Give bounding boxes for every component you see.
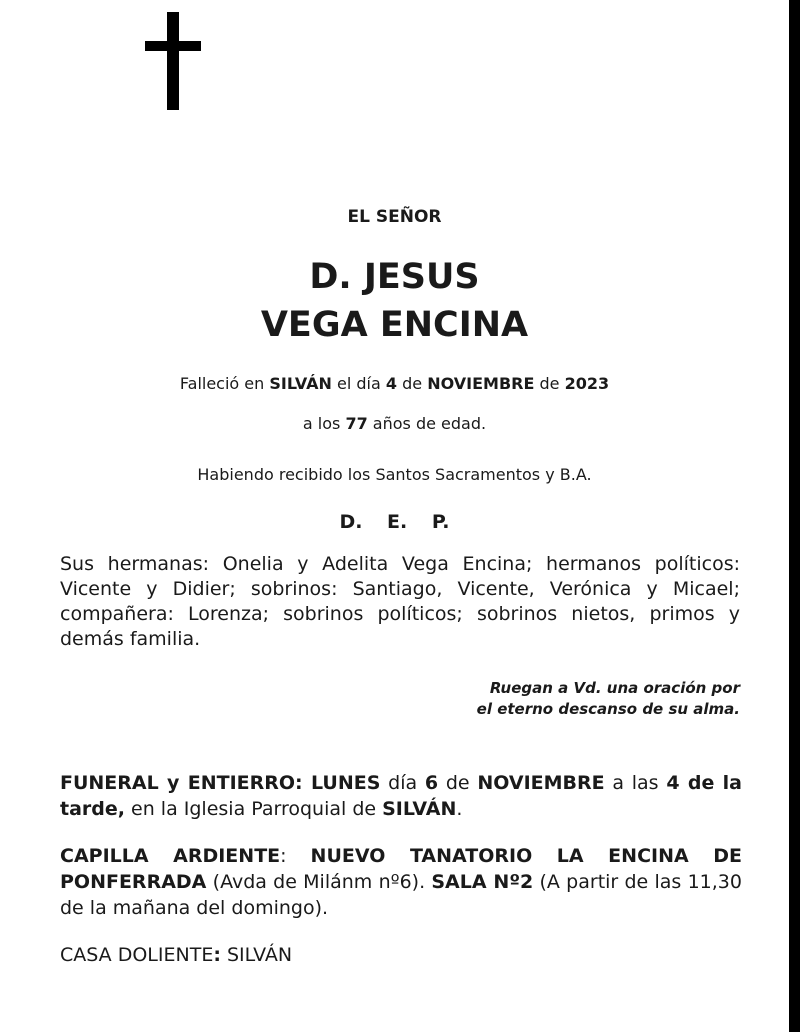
prayer-line-1: Ruegan a Vd. una oración por — [489, 679, 740, 697]
name-line-1: D. JESUS — [309, 257, 480, 297]
chapel-info: CAPILLA ARDIENTE: NUEVO TANATORIO LA ENCINA DE PONFERRADA (Avda de Milánm nº6). SALA Nº2 (A partir de las 11,30 de la mañana del domingo). — [60, 845, 743, 919]
family-paragraph: Sus hermanas: Onelia y Adelita Vega Encina; hermanos políticos: Vicente y Didier; sobrinos: Santiago, Vicente, Verónica y Micael; compañera: Lorenza; sobrinos políticos; sobrinos nietos, primos y demás familia. — [60, 553, 740, 650]
title: EL SEÑOR — [347, 207, 442, 227]
age-info: a los 77 años de edad. — [302, 414, 487, 433]
death-info: Falleció en SILVÁN el día 4 de NOVIEMBRE de 2023 — [179, 374, 610, 393]
sacraments-line: Habiendo recibido los Santos Sacramentos y B.A. — [197, 465, 592, 484]
name-line-2: VEGA ENCINA — [260, 305, 529, 345]
dep-line: D. E. P. — [339, 511, 450, 533]
prayer-line-2: el eterno descanso de su alma. — [476, 700, 740, 718]
prayer-request — [360, 678, 740, 720]
house-info: CASA DOLIENTE: SILVÁN — [60, 944, 293, 966]
funeral-info: FUNERAL y ENTIERRO: LUNES día 6 de NOVIEMBRE a las 4 de la tarde, en la Iglesia Parroquial de SILVÁN. — [60, 772, 742, 820]
cross-icon — [145, 12, 201, 110]
